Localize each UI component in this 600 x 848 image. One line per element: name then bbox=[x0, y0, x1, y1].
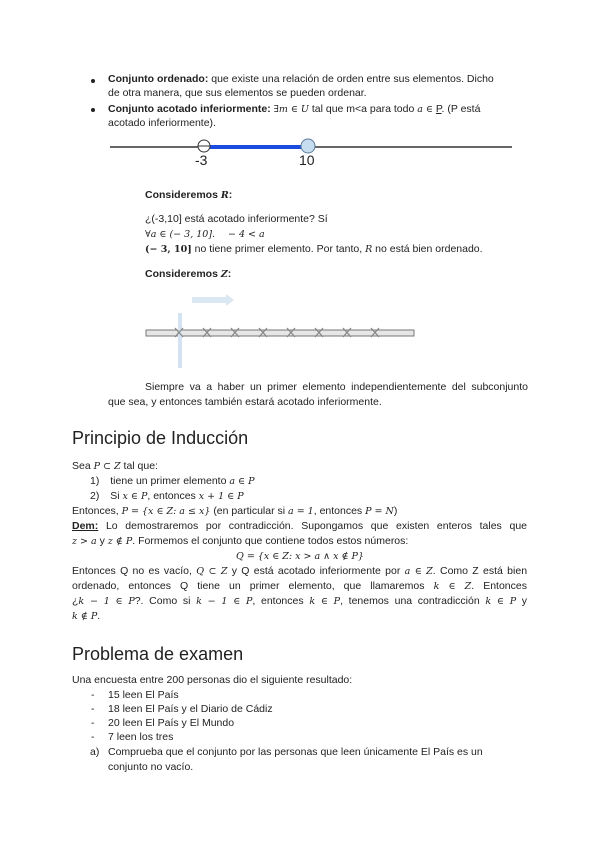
heading-text: Consideremos bbox=[145, 189, 218, 201]
induction-dem-line1 bbox=[72, 519, 527, 533]
heading-text: Consideremos bbox=[145, 268, 218, 280]
closed-endpoint-right bbox=[301, 139, 315, 153]
exam-item: - bbox=[91, 717, 95, 729]
body-text: , entonces bbox=[252, 595, 304, 607]
real-question: ¿(-3,10] está acotado inferiormente? Sí bbox=[145, 213, 328, 225]
body-text: ¿ bbox=[72, 595, 79, 607]
exam-question-line2: conjunto no vacío. bbox=[108, 761, 194, 773]
dem-label: Dem: bbox=[72, 520, 99, 532]
math-expr: a = 1 bbox=[288, 506, 314, 517]
induction-proof-line2 bbox=[72, 579, 527, 594]
body-text: Sea bbox=[72, 460, 91, 472]
bullet-dot bbox=[91, 79, 95, 83]
body-text: , entonces bbox=[313, 505, 363, 517]
heading-colon: : bbox=[228, 189, 233, 201]
math-symbol: R bbox=[365, 244, 373, 255]
math-expr: Q ⊂ Z bbox=[196, 566, 228, 577]
body-text: ?. Como si bbox=[134, 595, 191, 607]
bullet-bounded bbox=[108, 102, 480, 117]
exam-item-text: 15 leen El País bbox=[108, 689, 179, 701]
exam-title: Problema de examen bbox=[72, 644, 244, 664]
integer-line-figure bbox=[144, 290, 419, 370]
math-expr: k − 1 ∈ P bbox=[78, 596, 135, 607]
math-expr: x ∈ P bbox=[122, 491, 148, 502]
body-text: . Formemos el conjunto que contiene todos estos números: bbox=[132, 535, 409, 547]
body-text: . Como Z está bien bbox=[432, 565, 528, 577]
induction-proof-line4 bbox=[72, 609, 100, 624]
direction-arrow-head bbox=[226, 294, 234, 306]
induction-item-1 bbox=[90, 474, 254, 489]
number-line-label-right: 10 bbox=[299, 152, 315, 168]
bullet-ordered-line2: de otra manera, que sus elementos se pueden ordenar. bbox=[108, 87, 367, 99]
exam-item: - bbox=[91, 731, 95, 743]
math-expr: k − 1 ∈ P bbox=[196, 596, 253, 607]
math-expr: − 4 < a bbox=[227, 229, 265, 240]
number-line-label-left: -3 bbox=[195, 152, 208, 168]
induction-title: Principio de Inducción bbox=[72, 428, 249, 448]
exam-question-label: a) bbox=[90, 746, 100, 758]
term-label: Conjunto ordenado: bbox=[108, 73, 209, 85]
math-expr: P ⊂ Z bbox=[93, 461, 121, 472]
exam-item-text: 20 leen El País y El Mundo bbox=[108, 717, 235, 729]
integer-paragraph-line2: que sea, y entonces también estará acotado inferiormente. bbox=[108, 396, 382, 408]
body-text: Entonces, bbox=[72, 505, 119, 517]
induction-then bbox=[72, 504, 397, 519]
item-number: 1) bbox=[90, 475, 100, 487]
math-symbol: R bbox=[220, 190, 229, 201]
body-text: Si bbox=[110, 490, 120, 502]
body-text: (en particular si bbox=[213, 505, 286, 517]
body-text: y Q está acotado inferiormente por bbox=[231, 565, 401, 577]
math-expr: ∀a ∈ (− 3, 10]. bbox=[145, 229, 216, 240]
bullet-text: que existe una relación de orden entre sus elementos. Dicho bbox=[211, 73, 494, 85]
math-expr: k ∈ P bbox=[309, 596, 341, 607]
exam-item-text: 18 leen El País y el Diario de Cádiz bbox=[108, 703, 273, 715]
math-expr: P = {x ∈ Z: a ≤ x} bbox=[121, 506, 211, 517]
body-text: tiene un primer elemento bbox=[110, 475, 227, 487]
real-conclusion bbox=[145, 242, 483, 257]
body-text: , entonces bbox=[147, 490, 196, 502]
induction-set-q bbox=[0, 549, 600, 564]
math-expr: ∃m ∈ U bbox=[273, 104, 309, 115]
real-forall bbox=[145, 227, 265, 242]
body-text: y bbox=[99, 535, 105, 547]
math-expr: k ∉ P bbox=[72, 611, 98, 622]
exam-item: - bbox=[91, 689, 95, 701]
math-expr: Q = {x ∈ Z: x > a ∧ x ∉ P} bbox=[236, 551, 364, 562]
body-text: tal que: bbox=[123, 460, 158, 472]
direction-arrow-shaft bbox=[192, 297, 226, 303]
body-text: no está bien ordenado. bbox=[375, 243, 483, 255]
body-text: Entonces Q no es vacío, bbox=[72, 565, 192, 577]
math-expr: a ∈ Z bbox=[404, 566, 433, 577]
body-text: ordenado, entonces Q tiene un primer elemento, que llamaremos bbox=[72, 580, 425, 592]
section-heading-real bbox=[145, 188, 232, 203]
math-expr: (− 3, 10] bbox=[145, 244, 192, 255]
integer-paragraph-line1 bbox=[108, 380, 528, 394]
body-text: Siempre va a haber un primer elemento independientemente del subconjunto bbox=[145, 381, 528, 393]
vertical-cut-line bbox=[178, 313, 182, 368]
bullet-dot bbox=[91, 108, 95, 112]
exam-item-text: 7 leen los tres bbox=[108, 731, 174, 743]
induction-dem-line2 bbox=[72, 534, 408, 549]
bullet-ordered bbox=[108, 72, 494, 86]
math-symbol: Z bbox=[220, 269, 228, 280]
body-text: Lo demostraremos por contradicción. Supongamos que existen enteros tales que bbox=[105, 520, 527, 532]
body-text: no tiene primer elemento. Por tanto, bbox=[194, 243, 363, 255]
set-label: P bbox=[435, 103, 442, 115]
math-expr: z > a bbox=[72, 536, 97, 547]
bullet-text: . (P está bbox=[441, 103, 481, 115]
math-expr: P = N bbox=[365, 506, 394, 517]
bullet-text: tal que m<a para todo bbox=[311, 103, 415, 115]
math-expr: a ∈ P bbox=[229, 476, 255, 487]
item-number: 2) bbox=[90, 490, 100, 502]
math-expr: z ∉ P bbox=[107, 536, 133, 547]
term-label: Conjunto acotado inferiormente: bbox=[108, 103, 271, 115]
body-text: . Entonces bbox=[471, 580, 527, 592]
exam-intro: Una encuesta entre 200 personas dio el siguiente resultado: bbox=[72, 674, 353, 686]
induction-intro bbox=[72, 459, 158, 474]
body-text: , tenemos una contradicción bbox=[340, 595, 480, 607]
heading-colon: : bbox=[227, 268, 232, 280]
body-text: . bbox=[97, 610, 101, 622]
induction-proof-line3 bbox=[72, 594, 527, 609]
exam-item: - bbox=[91, 703, 95, 715]
bullet-bounded-line2: acotado inferiormente). bbox=[108, 117, 216, 129]
induction-proof-line1 bbox=[72, 564, 527, 579]
exam-question-line1: Comprueba que el conjunto por las personas que leen únicamente El País es un bbox=[108, 746, 483, 758]
math-expr: x + 1 ∈ P bbox=[198, 491, 244, 502]
section-heading-integers bbox=[145, 267, 231, 282]
body-text: y bbox=[521, 595, 528, 607]
math-expr: a ∈ bbox=[417, 104, 433, 115]
induction-item-2 bbox=[90, 489, 244, 504]
math-expr: k ∈ Z bbox=[433, 581, 472, 592]
body-text: ) bbox=[393, 505, 398, 517]
math-expr: k ∈ P bbox=[485, 596, 517, 607]
